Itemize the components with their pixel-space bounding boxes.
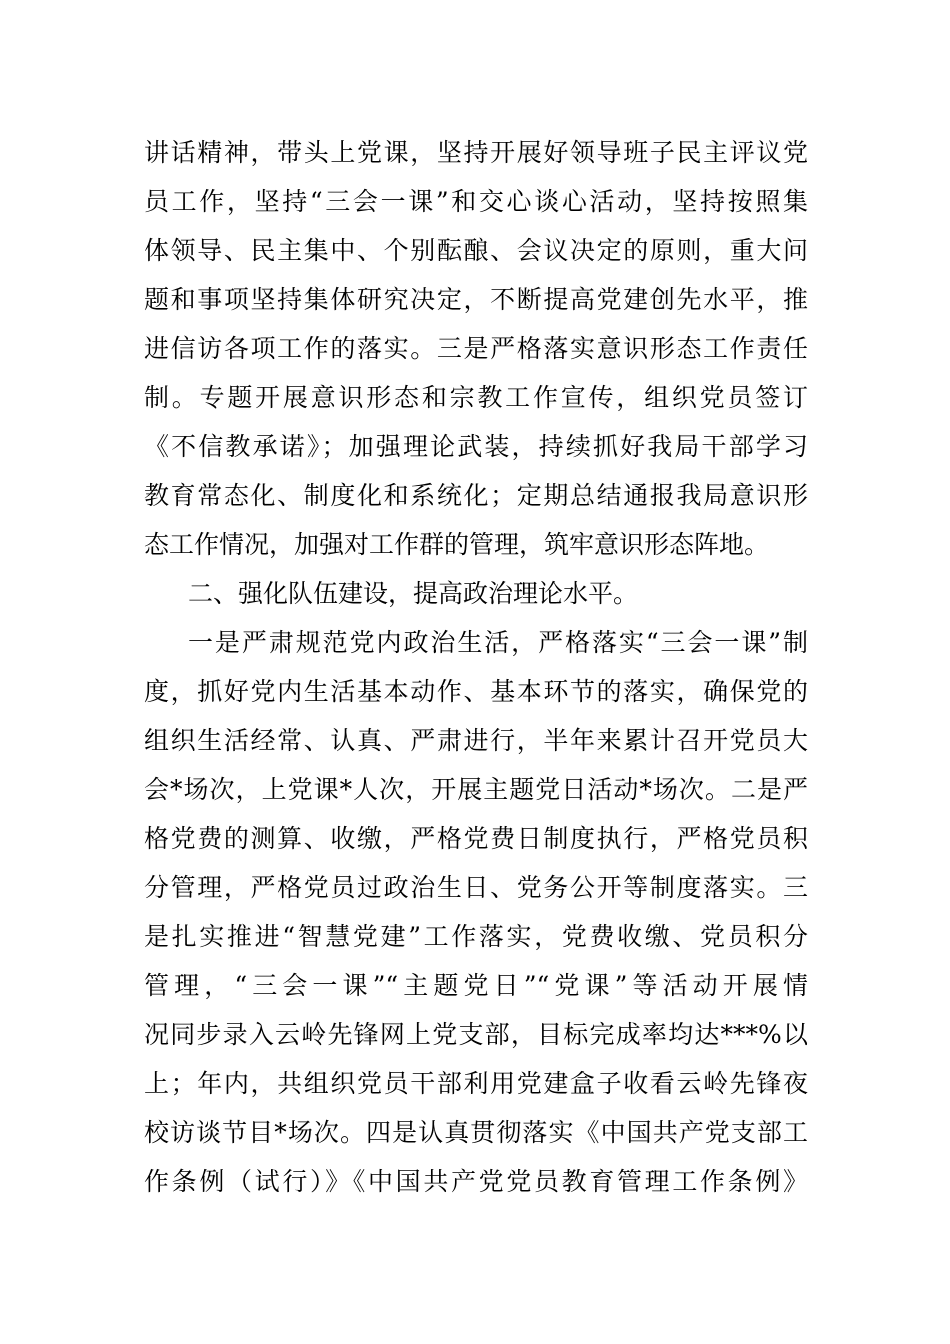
text-line-3: 体领导、民主集中、个别酝酿、会议决定的原则，重大问 [144, 236, 808, 265]
text-line-18: 管理，“三会一课”“主题党日”“党课”等活动开展情 [144, 971, 808, 1000]
text-line-16: 分管理，严格党员过政治生日、党务公开等制度落实。三 [144, 873, 808, 902]
text-line-9: 态工作情况，加强对工作群的管理，筑牢意识形态阵地。 [144, 530, 770, 559]
text-line-2: 员工作，坚持“三会一课”和交心谈心活动，坚持按照集 [144, 187, 808, 216]
section-heading: 二、强化队伍建设，提高政治理论水平。 [188, 579, 639, 608]
text-line-4: 题和事项坚持集体研究决定，不断提高党建创先水平，推 [144, 285, 808, 314]
text-line-21: 校访谈节目*场次。四是认真贯彻落实《中国共产党支部工 [144, 1118, 808, 1147]
text-line-14: 会*场次，上党课*人次，开展主题党日活动*场次。二是严 [144, 775, 808, 804]
text-line-8: 教育常态化、制度化和系统化；定期总结通报我局意识形 [144, 481, 808, 510]
text-line-20: 上；年内，共组织党员干部利用党建盒子收看云岭先锋夜 [144, 1069, 808, 1098]
text-line-19: 况同步录入云岭先锋网上党支部，目标完成率均达***%以 [144, 1020, 808, 1049]
text-line-6: 制。专题开展意识形态和宗教工作宣传，组织党员签订 [144, 383, 808, 412]
text-line-7: 《不信教承诺》；加强理论武装，持续抓好我局干部学习 [144, 432, 808, 461]
text-line-13: 组织生活经常、认真、严肃进行，半年来累计召开党员大 [144, 726, 808, 755]
text-line-5: 进信访各项工作的落实。三是严格落实意识形态工作责任 [144, 334, 808, 363]
text-line-22: 作条例（试行）》《中国共产党党员教育管理工作条例》 [144, 1167, 808, 1196]
text-line-12: 度，抓好党内生活基本动作、基本环节的落实，确保党的 [144, 677, 808, 706]
text-line-11: 一是严肃规范党内政治生活，严格落实“三会一课”制 [188, 628, 808, 657]
text-line-17: 是扎实推进“智慧党建”工作落实，党费收缴、党员积分 [144, 922, 808, 951]
text-line-15: 格党费的测算、收缴，严格党费日制度执行，严格党员积 [144, 824, 808, 853]
text-line-1: 讲话精神，带头上党课，坚持开展好领导班子民主评议党 [144, 138, 808, 167]
